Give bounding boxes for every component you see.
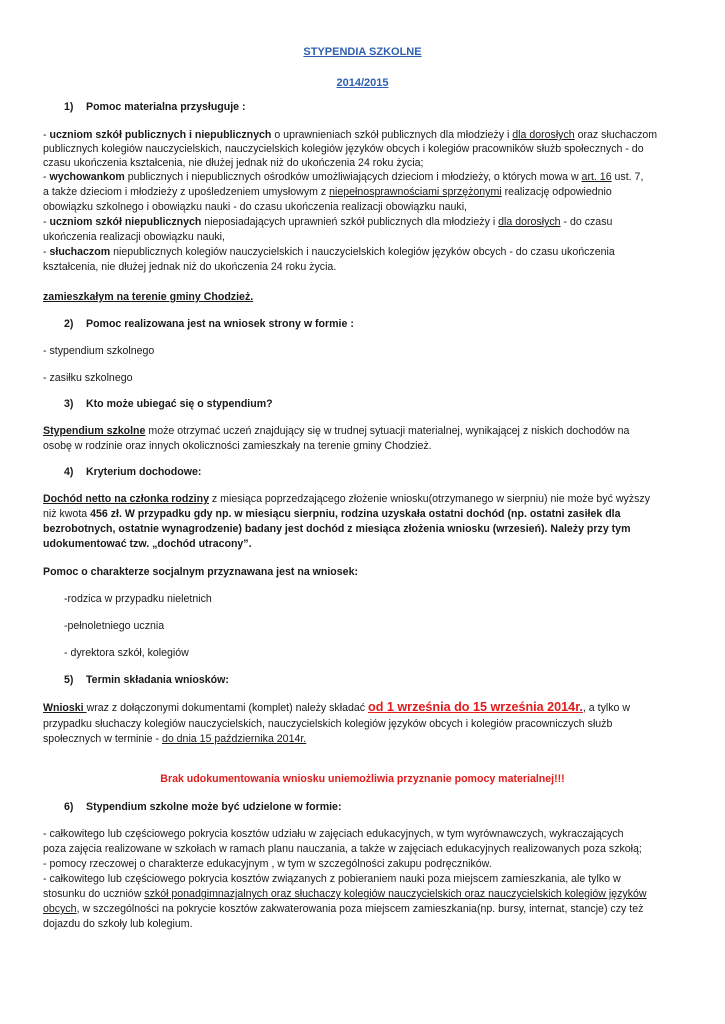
s4-line: niż kwota 456 zł. W przypadku gdy np. w miesiącu sierpniu, rodzina uzyskała ostatni dochód (np. ostatni zasiłek dla	[43, 508, 621, 520]
s1-line: - uczniom szkół publicznych i niepublicznych o uprawnieniach szkół publicznych dla młodzieży i dla dorosłych oraz słuchaczom	[43, 129, 658, 141]
s1-line: - słuchaczom niepublicznych kolegiów nauczycielskich i nauczycielskich kolegiów języków obcych - do czasu ukończenia	[43, 246, 615, 258]
section-4-heading: 4) Kryterium dochodowe:	[64, 466, 202, 478]
s3-line: Stypendium szkolne może otrzymać uczeń znajdujący się w trudnej sytuacji materialnej, wynikającej z niskich dochodów na	[43, 425, 630, 437]
s6-line: - pomocy rzeczowej o charakterze edukacyjnym , w tym w szczególności zakupu podręczników.	[43, 858, 492, 870]
s1-line: publicznych kolegiów nauczycielskich, nauczycielskich kolegiów języków obcych i kolegiów pracowników służb społecznych - do	[43, 143, 644, 155]
list-item: - zasiłku szkolnego	[43, 372, 133, 384]
s1-line: ukończenia realizacji obowiązku nauki,	[43, 231, 225, 243]
list-item: -rodzica w przypadku nieletnich	[64, 593, 212, 605]
s1-line: kształcenia, nie dłużej jednak niż do ukończenia 24 roku życia.	[43, 261, 337, 273]
s1-line: - uczniom szkół niepublicznych nieposiadających uprawnień szkół publicznych dla młodzieży i dla dorosłych - do czasu	[43, 216, 613, 228]
s1-line: czasu ukończenia kształcenia, nie dłużej jednak niż do ukończenia 24 roku życia;	[43, 157, 424, 169]
section-6-heading: 6) Stypendium szkolne może być udzielone w formie:	[64, 801, 342, 813]
s4-line: Dochód netto na członka rodziny z miesiąca poprzedzającego złożenie wniosku(otrzymanego w sierpniu) nie może być wyższy	[43, 493, 650, 505]
resident-note: zamieszkałym na terenie gminy Chodzież.	[43, 291, 254, 303]
s6-line: stosunku do uczniów szkół ponadgimnazjalnych oraz słuchaczy kolegiów nauczycielskich oraz nauczycielskich kolegiów języków	[43, 888, 647, 900]
s5-line: społecznych w terminie - do dnia 15 października 2014r.	[43, 733, 307, 745]
section-1-heading: 1) Pomoc materialna przysługuje :	[64, 101, 246, 113]
s1-line: a także dzieciom i młodzieży z upośledzeniem umysłowym z niepełnosprawnościami sprzężonymi realizację odpowiednio	[43, 186, 612, 198]
s5-line: przypadku słuchaczy kolegiów nauczycielskich, nauczycielskich kolegiów języków obcych i kolegiów pracowniczych służb	[43, 718, 613, 730]
s6-line: dojazdu do szkoły lub kolegium.	[43, 918, 193, 930]
section-5-heading: 5) Termin składania wniosków:	[64, 674, 229, 686]
s5-line: Wnioski wraz z dołączonymi dokumentami (komplet) należy składać od 1 września do 15 września 2014r., a tylko w	[43, 700, 631, 714]
section-3-heading: 3) Kto może ubiegać się o stypendium?	[64, 398, 273, 410]
section-2-heading: 2) Pomoc realizowana jest na wniosek strony w formie :	[64, 318, 354, 330]
s3-line: osobę w rodzinie oraz innych okoliczności zamieszkały na terenie gminy Chodzież.	[43, 440, 432, 452]
s4-line: bezrobotnych, ostatnie wynagrodzenie) badany jest dochód z miesiąca złożenia wniosku (wrzesień). Należy przy tym	[43, 523, 631, 535]
social-aid-heading: Pomoc o charakterze socjalnym przyznawana jest na wniosek:	[43, 566, 358, 578]
s1-line: - wychowankom publicznych i niepublicznych ośrodków umożliwiających dzieciom i młodzieży, o których mowa w art. 16 ust. 7,	[43, 171, 644, 183]
s6-line: - całkowitego lub częściowego pokrycia kosztów związanych z pobieraniem nauki poza miejscem zamieszkania, ale tylko w	[43, 873, 621, 885]
school-year: 2014/2015	[336, 77, 389, 89]
warning-note: Brak udokumentowania wniosku uniemożliwia przyznanie pomocy materialnej!!!	[160, 773, 565, 785]
list-item: -pełnoletniego ucznia	[64, 620, 165, 632]
s4-line: udokumentować tzw. „dochód utracony”.	[43, 538, 252, 550]
list-item: - dyrektora szkół, kolegiów	[64, 647, 189, 659]
s6-line: poza zajęcia realizowane w szkołach w ramach planu nauczania, a także w zajęciach edukacyjnych realizowanych poza szkołą;	[43, 843, 642, 855]
s6-line: obcych, w szczególności na pokrycie kosztów zakwaterowania poza miejscem zamieszkania(np. bursy, internat, stancje) czy też	[43, 903, 644, 915]
s6-line: - całkowitego lub częściowego pokrycia kosztów udziału w zajęciach edukacyjnych, w tym wyrównawczych, wykraczających	[43, 828, 624, 840]
list-item: - stypendium szkolnego	[43, 345, 155, 357]
document-title: STYPENDIA SZKOLNE	[303, 46, 422, 58]
s1-line: obowiązku szkolnego i obowiązku nauki - do czasu ukończenia realizacji obowiązku nauki,	[43, 201, 467, 213]
